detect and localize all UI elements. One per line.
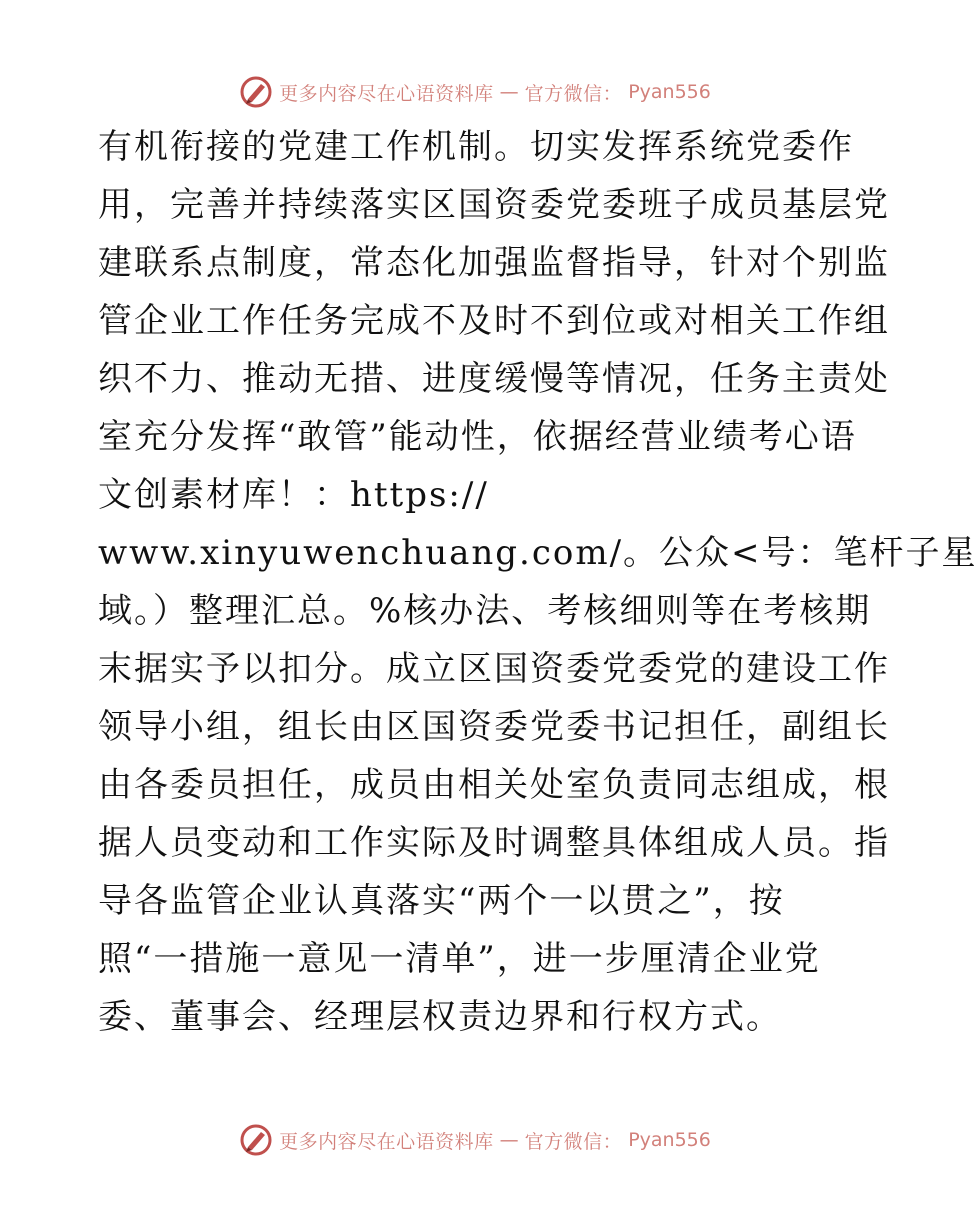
watermark-official: 官方微信： (524, 82, 623, 105)
pen-logo-icon (239, 75, 273, 109)
text-line: 域。）整理汇总。%核办法、考核细则等在考核期 (98, 591, 872, 631)
text-line: 文创素材库！：https:// (98, 475, 489, 515)
text-line: 织不力、推动无措、进度缓慢等情况，任务主责处 (98, 359, 890, 399)
watermark-wechat-id: Pyan556 (628, 81, 711, 103)
text-line: 用，完善并持续落实区国资委党委班子成员基层党 (98, 185, 890, 225)
watermark-label: 更多内容尽在心语资料库 (279, 82, 494, 105)
pen-logo-icon (239, 1123, 273, 1157)
watermark-official: 官方微信： (524, 1130, 623, 1153)
watermark-wechat-id: Pyan556 (628, 1129, 711, 1151)
text-line: www.xinyuwenchuang.com/。公众<号：笔杆子星 (98, 533, 978, 573)
watermark-separator: — (499, 81, 519, 103)
text-line: 管企业工作任务完成不及时不到位或对相关工作组 (98, 301, 890, 341)
watermark-separator: — (499, 1129, 519, 1151)
text-line: 委、董事会、经理层权责边界和行权方式。 (98, 997, 782, 1037)
text-line: 有机衔接的党建工作机制。切实发挥系统党委作 (98, 127, 854, 167)
header-watermark (0, 72, 950, 112)
text-line: 照“一措施一意见一清单”，进一步厘清企业党 (98, 939, 821, 979)
text-line: 领导小组，组长由区国资委党委书记担任，副组长 (98, 707, 890, 747)
watermark-label: 更多内容尽在心语资料库 (279, 1130, 494, 1153)
text-line: 室充分发挥“敢管”能动性，依据经营业绩考心语 (98, 417, 857, 457)
text-line: 由各委员担任，成员由相关处室负责同志组成，根 (98, 765, 890, 805)
text-line: 据人员变动和工作实际及时调整具体组成人员。指 (98, 823, 890, 863)
text-line: 建联系点制度，常态化加强监督指导，针对个别监 (98, 243, 890, 283)
body-text (98, 118, 978, 1046)
text-line: 末据实予以扣分。成立区国资委党委党的建设工作 (98, 649, 890, 689)
footer-watermark (0, 1120, 950, 1160)
text-line: 导各监管企业认真落实“两个一以贯之”，按 (98, 881, 785, 921)
